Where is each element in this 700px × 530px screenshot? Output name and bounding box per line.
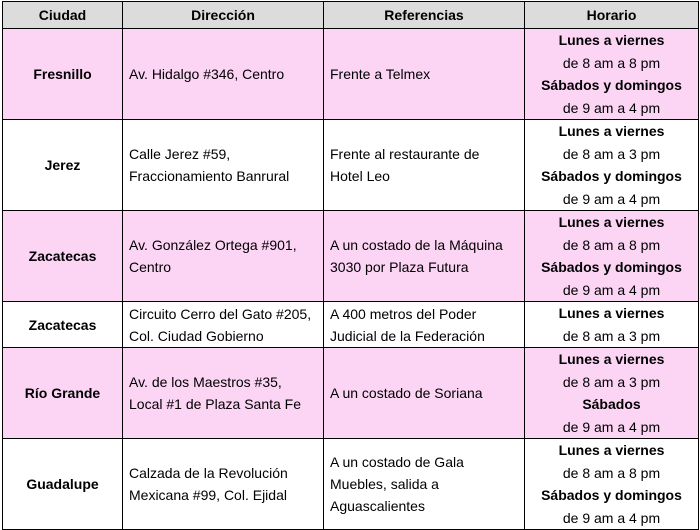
address-line: Calle Jerez #59, <box>129 146 231 162</box>
hours-time: de 9 am a 4 pm <box>562 281 661 298</box>
hours-time: de 8 am a 8 pm <box>562 54 661 71</box>
hours-time: de 9 am a 4 pm <box>562 509 661 526</box>
reference-line: A 400 metros del Poder <box>330 305 477 322</box>
hours-days: Lunes a viernes <box>558 442 665 458</box>
reference-cell <box>324 439 525 530</box>
branch-table <box>2 1 699 530</box>
address-line: Fraccionamiento Banrural <box>129 168 290 184</box>
reference-line: Aguascalientes <box>330 498 425 514</box>
hours-cell <box>525 211 699 302</box>
address-line: Centro <box>129 259 172 275</box>
hours-days: Lunes a viernes <box>558 32 665 48</box>
address-line: Calzada de la Revolución <box>129 465 288 481</box>
hours-time: de 8 am a 8 pm <box>562 464 661 481</box>
header-ciudad: Ciudad <box>3 2 123 29</box>
city-cell: Fresnillo <box>3 29 123 120</box>
reference-cell <box>324 120 525 211</box>
table-row <box>3 348 699 439</box>
hours-days: Lunes a viernes <box>558 351 665 367</box>
hours-cell <box>525 348 699 439</box>
hours-days: Sábados y domingos <box>541 259 682 275</box>
table-row <box>3 211 699 302</box>
hours-days: Lunes a viernes <box>558 305 665 321</box>
address-cell <box>123 211 324 302</box>
reference-line: 3030 por Plaza Futura <box>330 259 469 275</box>
hours-cell <box>525 439 699 530</box>
hours-days: Lunes a viernes <box>558 214 665 230</box>
hours-cell <box>525 302 699 348</box>
reference-line: A un costado de Gala <box>330 454 464 470</box>
reference-line: Frente a Telmex <box>330 66 431 82</box>
hours-time: de 8 am a 3 pm <box>562 373 661 390</box>
hours-time: de 9 am a 4 pm <box>562 190 661 207</box>
table-body <box>3 29 699 530</box>
reference-cell <box>324 211 525 302</box>
hours-time: de 9 am a 4 pm <box>562 418 661 435</box>
city-cell: Jerez <box>3 120 123 211</box>
table-row <box>3 439 699 530</box>
reference-line: Muebles, salida a <box>330 476 439 492</box>
address-line: Av. González Ortega #901, <box>129 237 297 253</box>
address-cell <box>123 29 324 120</box>
city-cell: Río Grande <box>3 348 123 439</box>
reference-line: A un costado de la Máquina <box>330 237 503 253</box>
address-line: Circuito Cerro del Gato #205, <box>129 305 312 322</box>
header-row <box>3 2 699 29</box>
hours-cell <box>525 120 699 211</box>
hours-days: Sábados y domingos <box>541 168 682 184</box>
header-direccion: Dirección <box>123 2 324 29</box>
table-row <box>3 29 699 120</box>
address-cell <box>123 302 324 348</box>
reference-line: Frente al restaurante de <box>330 146 480 162</box>
hours-days: Sábados y domingos <box>541 77 682 93</box>
hours-cell <box>525 29 699 120</box>
address-cell <box>123 439 324 530</box>
header-horario: Horario <box>525 2 699 29</box>
address-cell <box>123 348 324 439</box>
reference-line: Hotel Leo <box>330 168 390 184</box>
hours-time: de 8 am a 8 pm <box>562 236 661 253</box>
table-row <box>3 302 699 348</box>
reference-cell <box>324 29 525 120</box>
address-line: Local #1 de Plaza Santa Fe <box>129 396 302 412</box>
reference-line: Judicial de la Federación <box>330 327 485 344</box>
hours-time: de 8 am a 3 pm <box>562 145 661 162</box>
hours-time: de 8 am a 3 pm <box>562 327 661 344</box>
address-line: Av. Hidalgo #346, Centro <box>129 66 285 82</box>
address-line: Col. Ciudad Gobierno <box>129 327 264 344</box>
table-row <box>3 120 699 211</box>
address-line: Mexicana #99, Col. Ejidal <box>129 487 287 503</box>
address-line: Av. de los Maestros #35, <box>129 374 282 390</box>
reference-cell <box>324 348 525 439</box>
hours-time: de 9 am a 4 pm <box>562 99 661 116</box>
address-cell <box>123 120 324 211</box>
reference-cell <box>324 302 525 348</box>
hours-days: Lunes a viernes <box>558 123 665 139</box>
city-cell: Zacatecas <box>3 302 123 348</box>
city-cell: Zacatecas <box>3 211 123 302</box>
hours-days: Sábados <box>582 396 641 412</box>
reference-line: A un costado de Soriana <box>330 385 483 401</box>
hours-days: Sábados y domingos <box>541 487 682 503</box>
city-cell: Guadalupe <box>3 439 123 530</box>
header-referencias: Referencias <box>324 2 525 29</box>
